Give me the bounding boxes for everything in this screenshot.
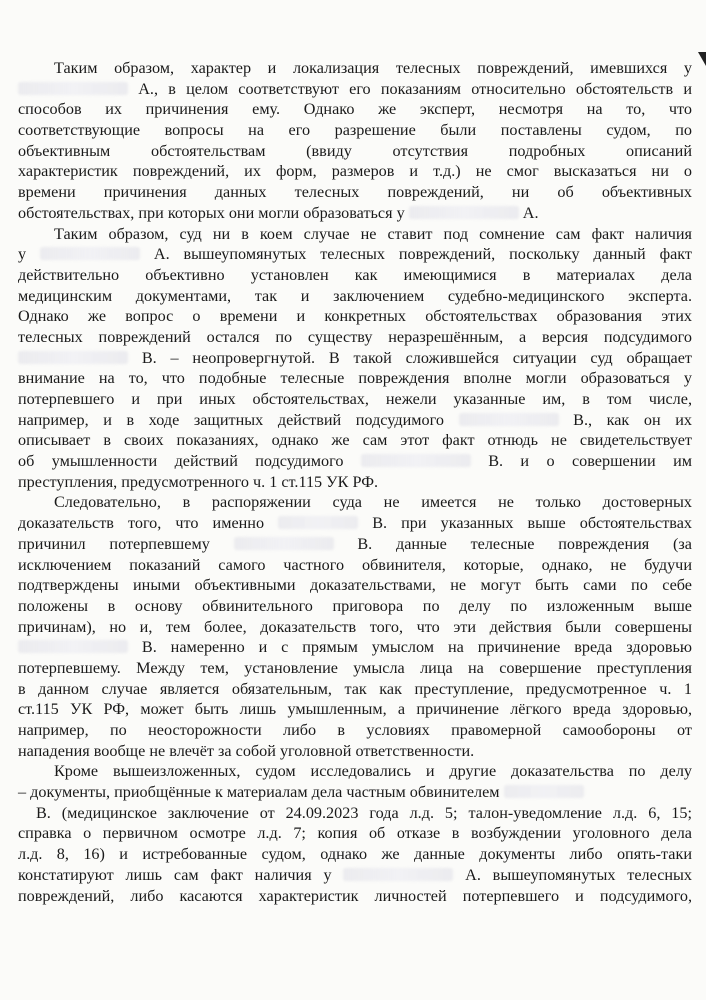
line-text: Однако же вопрос о времени и конкретных обстоятельствах образования этих [18, 307, 692, 326]
line-text: Кроме вышеизложенных, судом исследовались и другие доказательства по делу [54, 762, 692, 781]
text-line [18, 741, 692, 762]
text-line [18, 761, 692, 782]
line-text: доказательств того, что именно [18, 514, 265, 533]
text-line [18, 182, 692, 203]
line-text: соответствующие вопросы на его разрешение были поставлены судом, по [18, 121, 692, 140]
redacted-name [40, 247, 140, 260]
line-text: констатируют лишь сам факт наличия у [18, 865, 332, 884]
line-text: способов их причинения ему. Однако же эксперт, несмотря на то, что [18, 100, 692, 119]
line-text-continued: А. вышеупомянутых телесных [465, 865, 693, 884]
line-text-continued: А. вышеупомянутых телесных повреждений, поскольку данный факт [153, 245, 693, 264]
line-text: повреждений, либо касаются характеристик личностей потерпевшего и подсудимого, [18, 886, 692, 905]
text-line [18, 555, 692, 576]
line-text: у [18, 245, 27, 264]
text-line [18, 120, 692, 141]
line-text-continued: В. намеренно и с прямым умыслом на причинение вреда здоровью [141, 638, 692, 657]
text-line [18, 58, 692, 79]
line-text: Таким образом, характер и локализация телесных повреждений, имевшихся у [54, 59, 692, 77]
text-line [18, 410, 692, 431]
line-text: объективным обстоятельствам (ввиду отсутствия подробных описаний [18, 141, 692, 160]
redacted-name [459, 413, 559, 426]
text-line [18, 244, 692, 265]
line-text: подтверждены иными объективными доказательствами, не могут быть сами по себе [18, 576, 692, 595]
line-text: л.д. 8, 16) и истребованные судом, однако же данные документы либо опять-таки [18, 845, 692, 864]
text-line [18, 782, 692, 803]
line-text: преступления, предусмотренного ч. 1 ст.115 УК РФ. [18, 472, 379, 491]
line-text: об умышленности действий подсудимого [18, 452, 344, 471]
line-text: телесных повреждений остался по существу неразрешённым, а версия подсудимого [18, 327, 692, 346]
text-line [18, 596, 692, 617]
text-line [18, 348, 692, 369]
text-line [18, 472, 692, 493]
line-text: Следовательно, в распоряжении суда не имеется не только достоверных [54, 493, 692, 512]
line-text: в данном случае является обязательным, так как преступление, предусмотренное ч. 1 [18, 679, 692, 698]
redacted-name [234, 537, 334, 550]
line-text: характеристик повреждений, их форм, размеров и т.д.) не смог высказаться ни о [18, 162, 692, 181]
text-line [18, 637, 692, 658]
text-line [18, 865, 692, 886]
redacted-name [409, 206, 519, 219]
line-text-continued: А. [522, 203, 539, 222]
line-text: причинил потерпевшему [18, 534, 210, 553]
line-text-continued: В. и о совершении им [488, 452, 693, 471]
line-text: справка о первичном осмотре л.д. 7; копия об отказе в возбуждении уголовного дела [18, 824, 692, 843]
redacted-name [343, 868, 453, 881]
text-line [18, 534, 692, 555]
text-line [18, 451, 692, 472]
text-line [18, 658, 692, 679]
page-corner-fold [698, 52, 706, 66]
text-line [18, 79, 692, 100]
text-line [18, 327, 692, 348]
text-line [18, 575, 692, 596]
text-line [18, 389, 692, 410]
text-line [18, 513, 692, 534]
line-text: нападения вообще не влечёт за собой уголовной ответственности. [18, 741, 475, 760]
text-line [18, 679, 692, 700]
line-text: исключением показаний самого частного обвинителя, которые, однако, не будучи [18, 555, 692, 574]
text-line [18, 886, 692, 907]
line-text: например, и в ходе защитных действий подсудимого [18, 410, 444, 429]
text-line [18, 617, 692, 638]
text-line [18, 99, 692, 120]
line-text: Таким образом, суд ни в коем случае не ставит под сомнение сам факт наличия [54, 224, 692, 243]
line-text: обстоятельствах, при которых они могли образоваться у [18, 203, 405, 222]
line-text: например, по неосторожности либо в условиях правомерной самообороны от [18, 721, 692, 739]
redacted-name [361, 454, 471, 467]
text-line [18, 803, 692, 824]
line-text: положены в основу обвинительного приговора по делу по изложенным выше [18, 596, 692, 615]
line-text-continued: А., в целом соответствуют его показаниям относительно обстоятельств и [138, 79, 693, 98]
text-line [18, 265, 692, 286]
text-line [18, 368, 692, 389]
redacted-name [278, 516, 358, 529]
line-text-continued: В. при указанных выше обстоятельствах [372, 514, 693, 533]
text-line [18, 286, 692, 307]
line-text: действительно объективно установлен как имеющимися в материалах дела [18, 265, 692, 284]
redacted-name [18, 351, 128, 364]
redacted-name [18, 640, 128, 653]
text-line [18, 823, 692, 844]
text-line [18, 306, 692, 327]
line-text-continued: В. – неопровергнутой. В такой сложившейся ситуации суд обращает [141, 348, 692, 367]
redacted-name [504, 785, 584, 798]
line-text-continued: В. данные телесные повреждения (за [357, 534, 692, 553]
line-text: потерпевшему. Между тем, установление умысла лица на совершение преступления [18, 658, 692, 677]
text-line [18, 224, 692, 245]
line-text: причинам), но и, тем более, доказательств того, что эти действия были совершены [18, 617, 692, 636]
text-line [18, 161, 692, 182]
text-line [18, 492, 692, 513]
line-text: описывает в своих показаниях, однако же сам этот факт отнюдь не свидетельствует [18, 431, 692, 450]
text-line [18, 720, 692, 741]
line-text-continued: В., как он их [573, 410, 693, 429]
text-line [18, 844, 692, 865]
line-text: В. (медицинское заключение от 24.09.2023 года л.д. 5; талон-уведомление л.д. 6, 15; [36, 803, 692, 822]
redacted-name [18, 82, 128, 95]
text-line [18, 430, 692, 451]
line-text: медицинским документами, так и заключением судебно-медицинского эксперта. [18, 286, 692, 305]
text-line [18, 203, 692, 224]
line-text: – документы, приобщённые к материалам дела частным обвинителем [18, 783, 500, 802]
line-text: времени причинения данных телесных повреждений, ни об объективных [18, 183, 692, 202]
line-text: внимание на то, что подобные телесные повреждения вполне могли образоваться у [18, 369, 692, 388]
document-body [18, 58, 692, 906]
text-line [18, 699, 692, 720]
text-line [18, 141, 692, 162]
line-text: ст.115 УК РФ, может быть лишь умышленным, а причинение лёгкого вреда здоровью, [18, 700, 692, 719]
line-text: потерпевшего и при иных обстоятельствах, нежели указанные им, в том числе, [18, 390, 692, 408]
